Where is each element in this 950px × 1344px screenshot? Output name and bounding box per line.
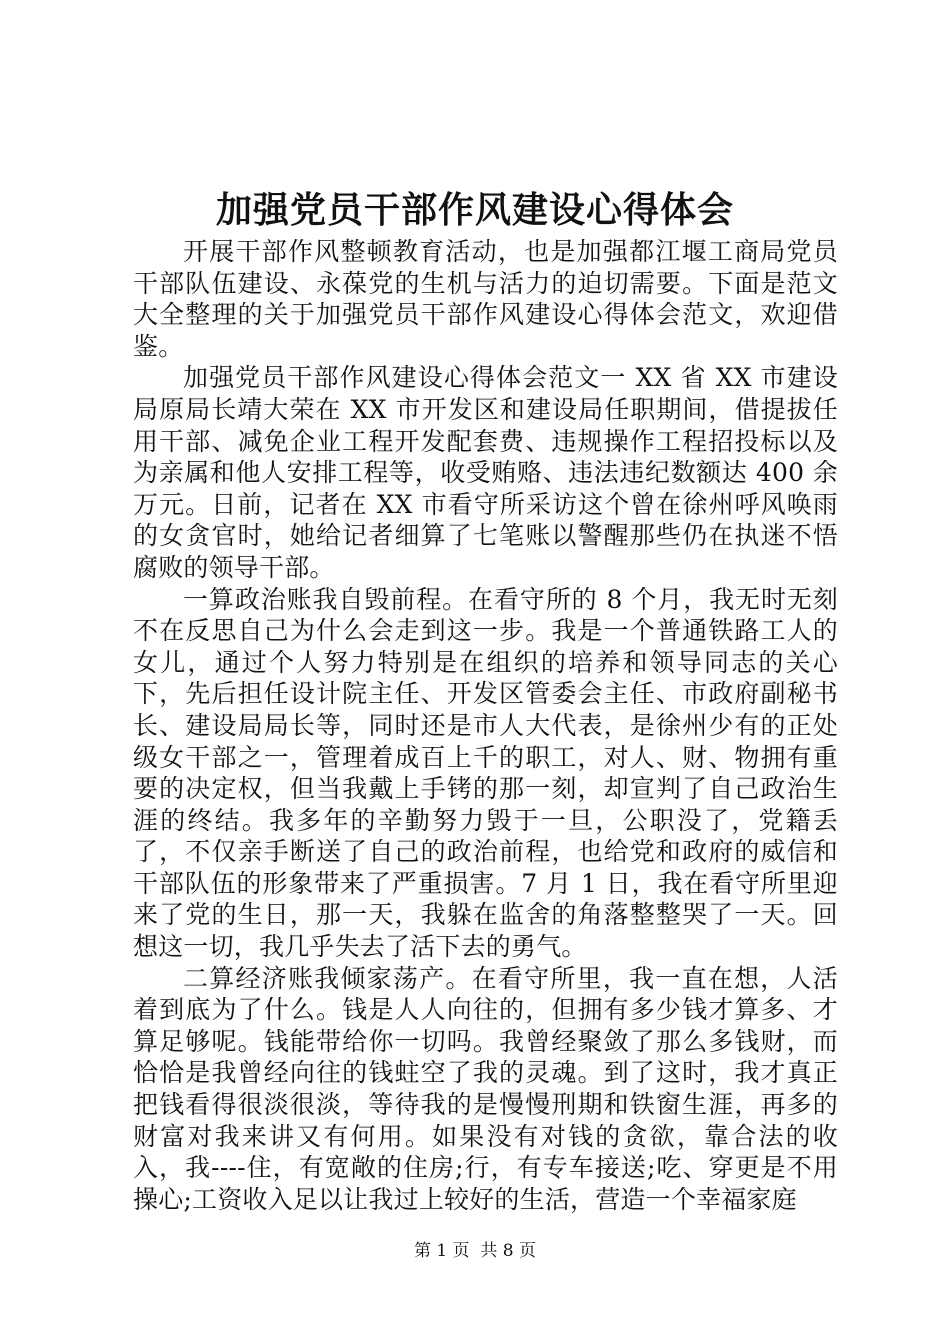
paragraph-case-summary: 加强党员干部作风建设心得体会范文一 XX 省 XX 市建设局原局长靖大荣在 XX 市开发区和建设局任职期间，借提拔任用干部、减免企业工程开发配套费、违规操作工程招投标以及为亲属和他人安排工程等，收受贿赂、违法违纪数额达 400 余万元。日前，记者在 XX 市看守所采访这个曾在徐州呼风唤雨的女贪官时，她给记者细算了七笔账以警醒那些仍在执迷不悟腐败的领导干部。 — [133, 363, 838, 582]
document-body — [133, 236, 838, 1215]
paragraph-economic-account: 二算经济账我倾家荡产。在看守所里，我一直在想，人活着到底为了什么。钱是人人向往的，但拥有多少钱才算多、才算足够呢。钱能带给你一切吗。我曾经聚敛了那么多钱财，而恰恰是我曾经向往的钱蛀空了我的灵魂。到了这时，我才真正把钱看得很淡很淡，等待我的是慢慢刑期和铁窗生涯，再多的财富对我来讲又有何用。如果没有对钱的贪欲，靠合法的收入，我----住，有宽敞的住房;行，有专车接送;吃、穿更是不用操心;工资收入足以让我过上较好的生活，营造一个幸福家庭 — [133, 963, 838, 1214]
paragraph-intro: 开展干部作风整顿教育活动，也是加强都江堰工商局党员干部队伍建设、永葆党的生机与活力的迫切需要。下面是范文大全整理的关于加强党员干部作风建设心得体会范文，欢迎借鉴。 — [133, 237, 838, 361]
document-title: 加强党员干部作风建设心得体会 — [215, 189, 734, 231]
paragraph-political-account: 一算政治账我自毁前程。在看守所的 8 个月，我无时无刻不在反思自己为什么会走到这一步。我是一个普通铁路工人的女儿，通过个人努力特别是在组织的培养和领导同志的关心下，先后担任设计院主任、开发区管委会主任、市政府副秘书长、建设局局长等，同时还是市人大代表，是徐州少有的正处级女干部之一，管理着成百上千的职工，对人、财、物拥有重要的决定权，但当我戴上手铐的那一刻，却宣判了自己政治生涯的终结。我多年的辛勤努力毁于一旦，公职没了，党籍丢了，不仅亲手断送了自己的政治前程，也给党和政府的威信和干部队伍的形象带来了严重损害。7 月 1 日，我在看守所里迎来了党的生日，那一天，我躲在监舍的角落整整哭了一天。回想这一切，我几乎失去了活下去的勇气。 — [133, 584, 838, 962]
page-footer — [0, 1240, 950, 1262]
page-number-label: 第 1 页 共 8 页 — [413, 1241, 537, 1261]
